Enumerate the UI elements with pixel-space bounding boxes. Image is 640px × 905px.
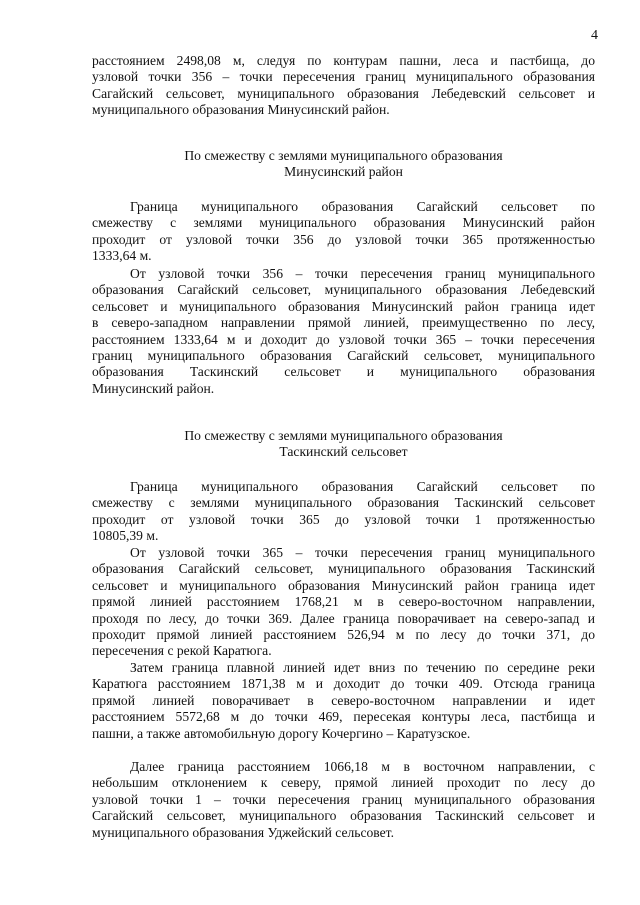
paragraph <box>92 759 595 841</box>
text-line: образования Сагайский сельсовет, муниципального образования Лебедевский <box>92 282 595 298</box>
text-line: образования Сагайский сельсовет, муниципального образования Таскинский <box>92 561 595 577</box>
text-line: сельсовет и муниципального образования Минусинский район граница идет <box>92 577 595 593</box>
text-line: прямой линией расстоянием 1768,21 м в северо-восточном направлении, <box>92 594 595 610</box>
page-number: 4 <box>591 28 598 43</box>
text-line: сельсовет и муниципального образования Минусинский район граница идет <box>92 298 595 314</box>
heading-line: По смежеству с землями муниципального образования <box>184 148 503 163</box>
paragraph <box>92 479 595 545</box>
paragraph <box>92 660 595 742</box>
text-line: расстоянием 1333,64 м и доходит до узловой точки 365 – точки пересечения <box>92 331 595 347</box>
text-line: 1333,64 м. <box>92 248 152 264</box>
text-line: пашни, а также автомобильную дорогу Кочергино – Каратузское. <box>92 725 471 741</box>
text-line: Граница муниципального образования Сагайский сельсовет по <box>130 199 595 214</box>
text-line: муниципального образования Минусинский район. <box>92 102 390 118</box>
paragraph-continuation <box>92 53 595 119</box>
text-line: небольшим отклонением к северу, прямой линией проходит по лесу до <box>92 775 595 791</box>
text-line: От узловой точки 356 – точки пересечения границ муниципального <box>130 266 595 281</box>
text-line: границ муниципального образования Сагайский сельсовет, муниципального <box>92 347 595 363</box>
text-line: От узловой точки 365 – точки пересечения границ муниципального <box>130 545 595 560</box>
text-line: Сагайский сельсовет, муниципального образования Лебедевский сельсовет и <box>92 85 595 101</box>
text-line: проходит от узловой точки 365 до узловой точки 1 протяженностью <box>92 511 595 527</box>
text-line: Граница муниципального образования Сагайский сельсовет по <box>130 479 595 494</box>
text-line: образования Таскинский сельсовет и муниципального образования <box>92 364 595 380</box>
heading-line: Минусинский район <box>284 164 403 180</box>
text-line: проходя по лесу, до точки 369. Далее граница поворачивает на северо-запад и <box>92 610 595 626</box>
heading-line: По смежеству с землями муниципального образования <box>184 428 503 443</box>
heading-line: Таскинский сельсовет <box>279 444 408 460</box>
text-line: муниципального образования Уджейский сельсовет. <box>92 824 394 840</box>
text-line: узловой точки 356 – точки пересечения границ муниципального образования <box>92 69 595 85</box>
text-line: узловой точки 1 – точки пересечения границ муниципального образования <box>92 791 595 807</box>
text-line: смежеству с землями муниципального образования Минусинский район <box>92 215 595 231</box>
text-line: Затем граница плавной линией идет вниз по течению по середине реки <box>130 660 595 675</box>
text-line: 10805,39 м. <box>92 528 159 544</box>
text-line: смежеству с землями муниципального образования Таскинский сельсовет <box>92 495 595 511</box>
text-line: проходит от узловой точки 356 до узловой точки 365 протяженностью <box>92 231 595 247</box>
paragraph <box>92 199 595 265</box>
text-line: Сагайский сельсовет, муниципального образования Таскинский сельсовет и <box>92 808 595 824</box>
text-line: проходит прямой линией расстоянием 526,94 м по лесу до точки 371, до <box>92 626 595 642</box>
text-line: в северо-западном направлении прямой линией, преимущественно по лесу, <box>92 315 595 331</box>
paragraph <box>92 266 595 397</box>
text-line: Каратюга расстоянием 1871,38 м и доходит до точки 409. Отсюда граница <box>92 676 595 692</box>
section-heading-taskinsky <box>92 428 595 461</box>
section-heading-minusinsky <box>92 148 595 181</box>
text-line: прямой линией поворачивает в северо-восточном направлении и идет <box>92 692 595 708</box>
text-line: расстоянием 2498,08 м, следуя по контурам пашни, леса и пастбища, до <box>92 53 595 68</box>
text-line: пересечения с рекой Каратюга. <box>92 643 272 659</box>
paragraph <box>92 545 595 660</box>
text-line: Далее граница расстоянием 1066,18 м в восточном направлении, с <box>130 759 595 774</box>
text-line: Минусинский район. <box>92 380 215 396</box>
text-line: расстоянием 5572,68 м до точки 469, пересекая контуры леса, пастбища и <box>92 709 595 725</box>
